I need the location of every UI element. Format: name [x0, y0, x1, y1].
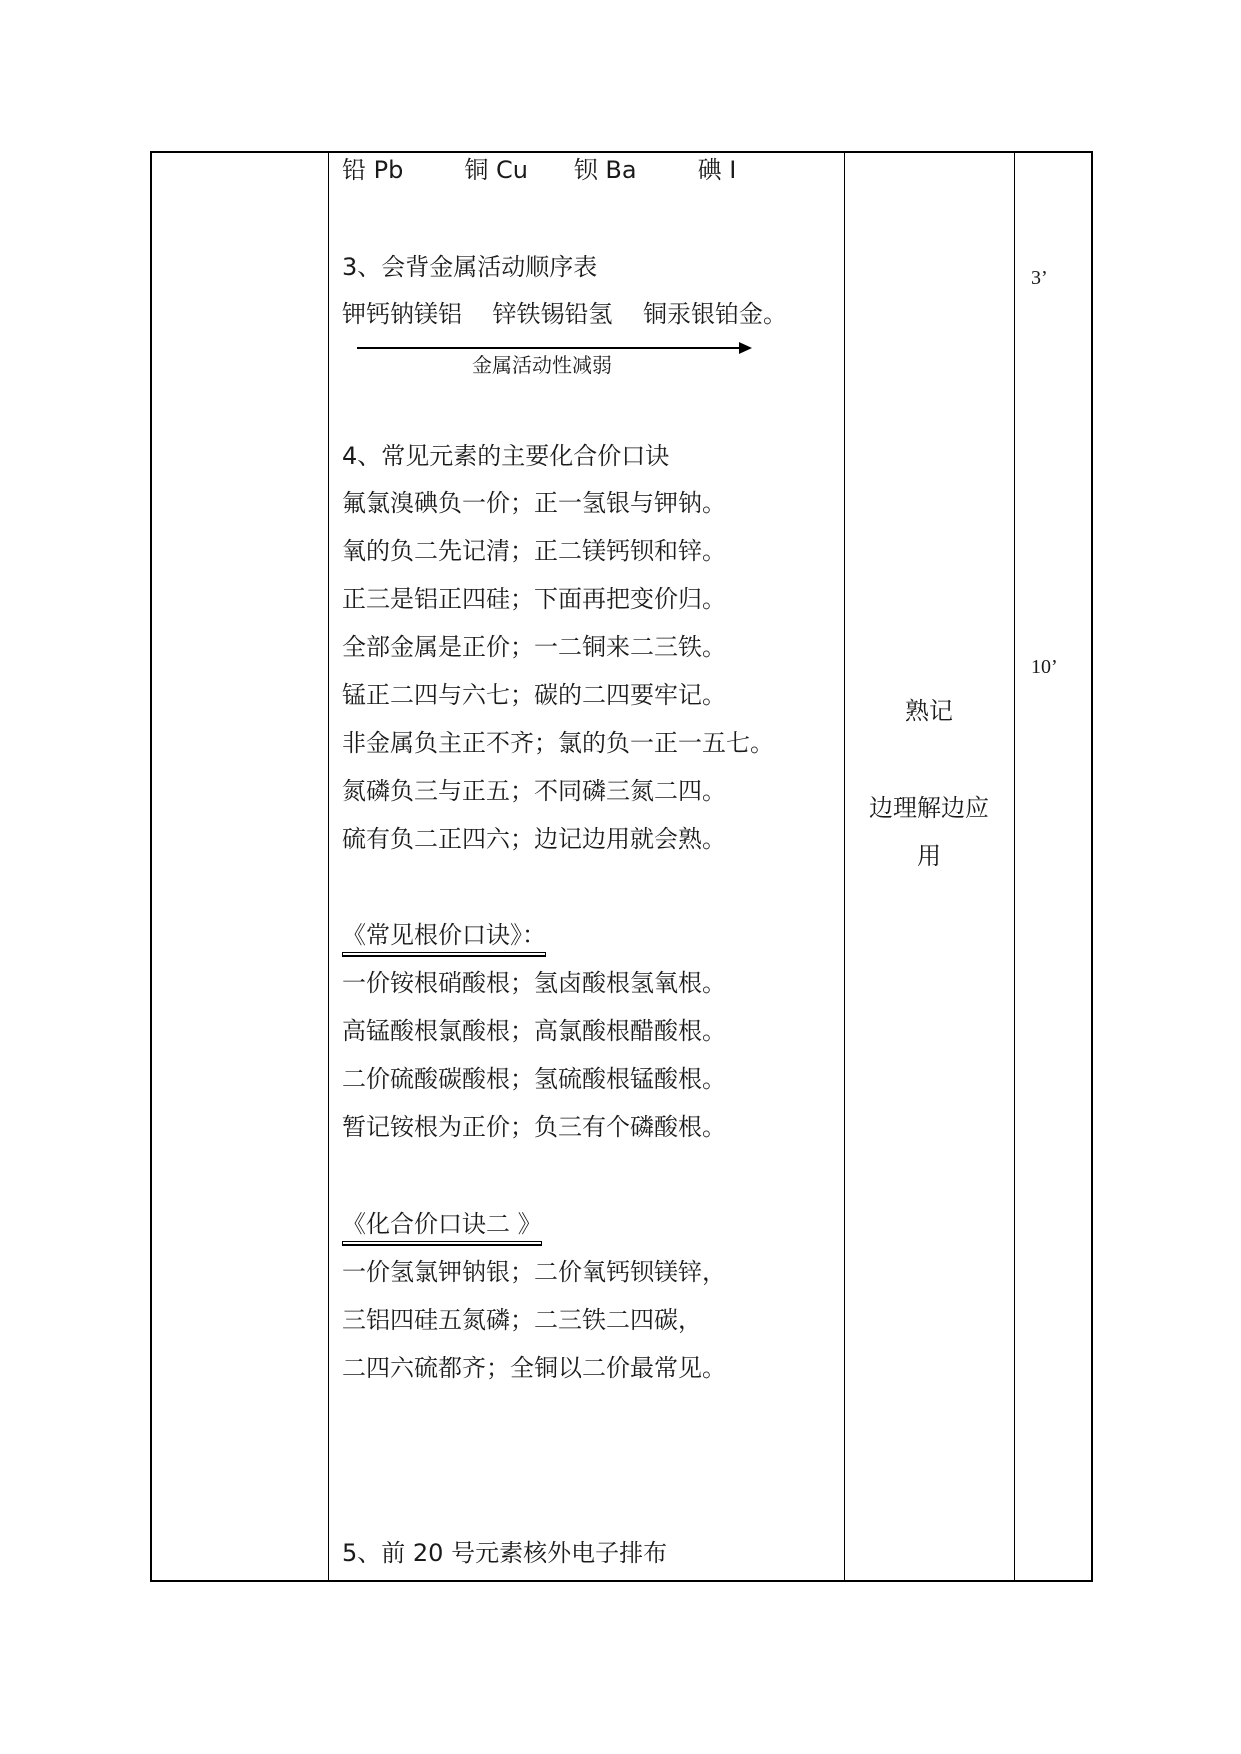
- root-rhyme-line: 暂记铵根为正价；负三有个磷酸根。: [342, 1113, 726, 1141]
- section5-title: 5、前 20 号元素核外电子排布: [342, 1539, 668, 1567]
- valence-rhyme2-line: 二四六硫都齐；全铜以二价最常见。: [342, 1354, 726, 1382]
- valence-line: 硫有负二正四六；边记边用就会熟。: [342, 825, 726, 853]
- column-divider-3: [1014, 153, 1015, 1580]
- valence-rhyme2-title-text: 《化合价口诀二 》: [342, 1210, 542, 1242]
- method-memorize: 熟记: [905, 697, 953, 725]
- valence-line: 氮磷负三与正五；不同磷三氮二四。: [342, 777, 726, 805]
- valence-rhyme2-line: 一价氢氯钾钠银；二价氧钙钡镁锌，: [342, 1258, 726, 1286]
- valence-rhyme2-line: 三铝四硅五氮磷；二三铁二四碳，: [342, 1306, 702, 1334]
- valence-line: 正三是铝正四硅；下面再把变价归。: [342, 585, 726, 613]
- valence-rhyme2-title: [342, 1209, 542, 1239]
- method-understand-line2: 用: [917, 842, 941, 870]
- root-rhyme-line: 高锰酸根氯酸根；高氯酸根醋酸根。: [342, 1017, 726, 1045]
- valence-line: 非金属负主正不齐；氯的负一正一五七。: [342, 729, 774, 757]
- method-understand-line1: 边理解边应: [869, 794, 989, 822]
- elements-row: 铅 Pb 铜 Cu 钡 Ba 碘 I: [342, 156, 737, 184]
- section4-title: 4、常见元素的主要化合价口诀: [342, 442, 670, 470]
- valence-line: 全部金属是正价；一二铜来二三铁。: [342, 633, 726, 661]
- time-3min: 3’: [1031, 267, 1048, 289]
- valence-line: 氟氯溴碘负一价；正一氢银与钾钠。: [342, 489, 726, 517]
- root-rhyme-line: 一价铵根硝酸根；氢卤酸根氢氧根。: [342, 969, 726, 997]
- valence-line: 氧的负二先记清；正二镁钙钡和锌。: [342, 537, 726, 565]
- valence-line: 锰正二四与六七；碳的二四要牢记。: [342, 681, 726, 709]
- root-rhyme-title-text: 《常见根价口诀》：: [342, 921, 546, 953]
- root-rhyme-line: 二价硫酸碳酸根；氢硫酸根锰酸根。: [342, 1065, 726, 1093]
- activity-series: 钾钙钠镁铝 锌铁锡铅氢 铜汞银铂金。: [342, 300, 788, 328]
- activity-arrow-label: 金属活动性减弱: [472, 353, 612, 377]
- section3-title: 3、会背金属活动顺序表: [342, 253, 598, 281]
- time-10min: 10’: [1031, 656, 1058, 678]
- column-divider-1: [328, 153, 329, 1580]
- lesson-table: [150, 151, 1093, 1582]
- root-rhyme-title: [342, 920, 546, 950]
